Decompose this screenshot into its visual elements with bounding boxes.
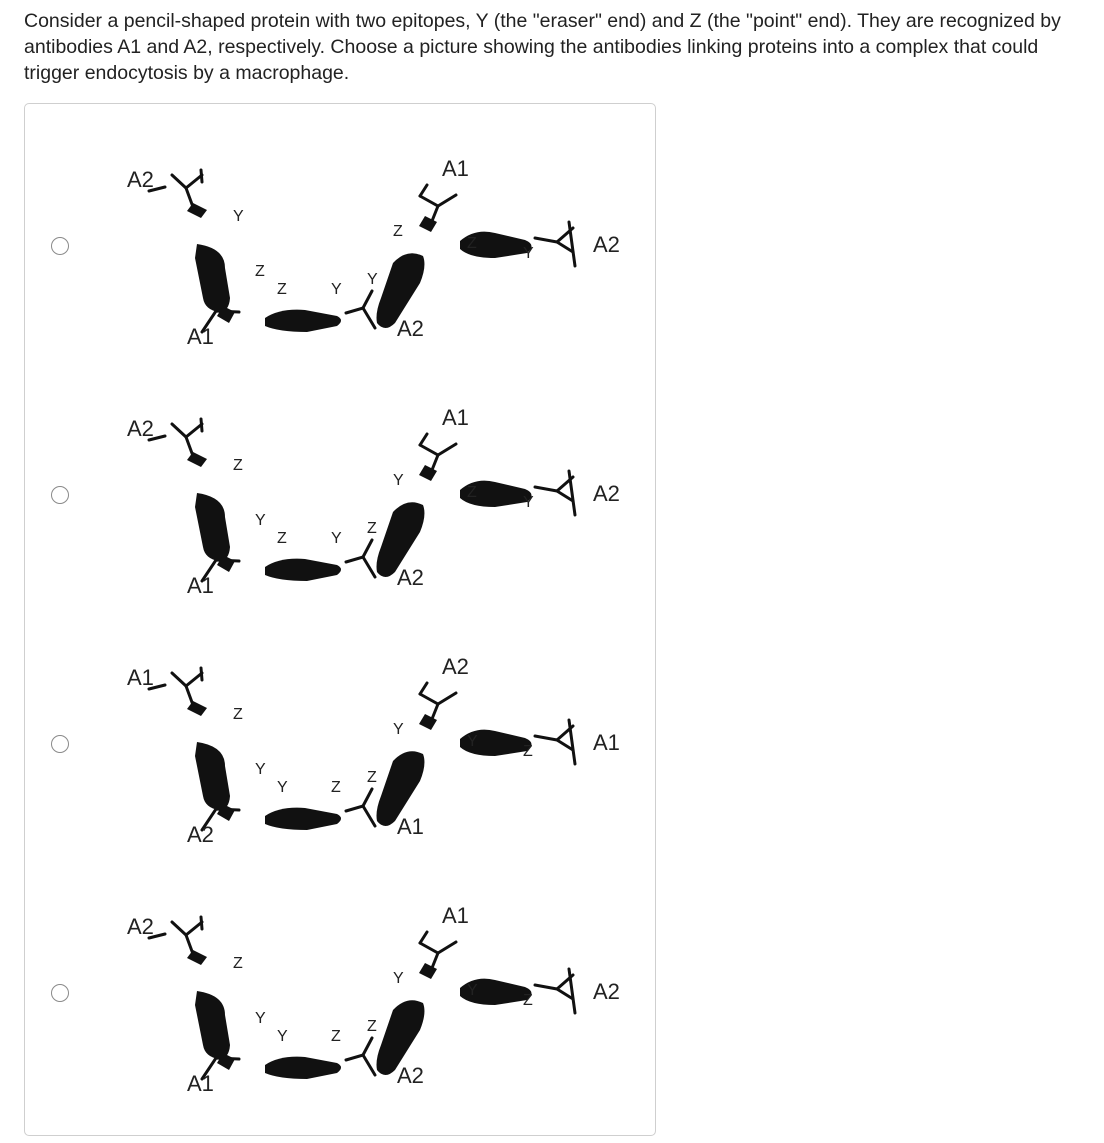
epitope-label: Z [367, 520, 377, 537]
radio-button[interactable] [51, 486, 69, 504]
answer-option-1[interactable] [25, 148, 655, 396]
antibody-label-far-right: A2 [593, 979, 620, 1004]
epitope-label: Y [467, 733, 478, 750]
epitope-label: Y [331, 281, 342, 298]
epitope-label: Z [367, 769, 377, 786]
antibody-label-left-top: A2 [127, 416, 154, 441]
answer-option-2[interactable] [25, 397, 655, 645]
radio-button[interactable] [51, 237, 69, 255]
epitope-label: Y [393, 970, 404, 987]
answer-options [24, 103, 656, 1136]
epitope-label: Z [255, 263, 265, 280]
antibody-label-top-right: A1 [442, 903, 469, 928]
epitope-label: Y [255, 512, 266, 529]
epitope-label: Y [467, 982, 478, 999]
antibody-label-bottom-left: A1 [187, 573, 214, 598]
epitope-label: Y [523, 245, 534, 262]
epitope-label: Z [467, 484, 477, 501]
epitope-label: Y [277, 1028, 288, 1045]
antibody-label-left-top: A2 [127, 914, 154, 939]
radio-button[interactable] [51, 735, 69, 753]
epitope-label: Z [331, 779, 341, 796]
epitope-label: Z [233, 457, 243, 474]
epitope-label: Z [523, 992, 533, 1009]
antibody-label-far-right: A2 [593, 481, 620, 506]
antibody-label-bottom-left: A1 [187, 324, 214, 349]
antibody-label-bottom-mid: A2 [397, 565, 424, 590]
epitope-label: Y [255, 761, 266, 778]
antibody-label-left-top: A2 [127, 167, 154, 192]
antibody-label-far-right: A2 [593, 232, 620, 257]
epitope-label: Y [233, 208, 244, 225]
epitope-label: Z [277, 530, 287, 547]
antibody-label-bottom-mid: A1 [397, 814, 424, 839]
epitope-label: Y [277, 779, 288, 796]
antibody-label-bottom-left: A1 [187, 1071, 214, 1096]
epitope-label: Y [393, 721, 404, 738]
question-text: Consider a pencil-shaped protein with two epitopes, Y (the "eraser" end) and Z (the "point" end). They are recognized by antibodies A1 and A2, respectively. Choose a picture showing the antibodies linking proteins into a complex that could trigger endocytosis by a macrophage. [24, 10, 1061, 84]
epitope-label: Y [255, 1010, 266, 1027]
epitope-label: Y [367, 271, 378, 288]
epitope-label: Z [367, 1018, 377, 1035]
answer-option-4[interactable] [25, 895, 655, 1143]
epitope-label: Z [523, 743, 533, 760]
epitope-label: Z [233, 955, 243, 972]
antibody-complex-diagram [75, 148, 635, 396]
epitope-label: Z [467, 235, 477, 252]
radio-button[interactable] [51, 984, 69, 1002]
antibody-label-top-right: A1 [442, 405, 469, 430]
antibody-label-far-right: A1 [593, 730, 620, 755]
epitope-label: Y [523, 494, 534, 511]
antibody-label-top-right: A1 [442, 156, 469, 181]
antibody-label-bottom-mid: A2 [397, 316, 424, 341]
antibody-label-left-top: A1 [127, 665, 154, 690]
antibody-complex-diagram [75, 397, 635, 645]
antibody-label-bottom-left: A2 [187, 822, 214, 847]
epitope-label: Z [233, 706, 243, 723]
antibody-label-bottom-mid: A2 [397, 1063, 424, 1088]
epitope-label: Z [277, 281, 287, 298]
epitope-label: Y [393, 472, 404, 489]
answer-option-3[interactable] [25, 646, 655, 894]
antibody-complex-diagram [75, 895, 635, 1143]
epitope-label: Y [331, 530, 342, 547]
antibody-label-top-right: A2 [442, 654, 469, 679]
epitope-label: Z [331, 1028, 341, 1045]
epitope-label: Z [393, 223, 403, 240]
antibody-complex-diagram [75, 646, 635, 894]
